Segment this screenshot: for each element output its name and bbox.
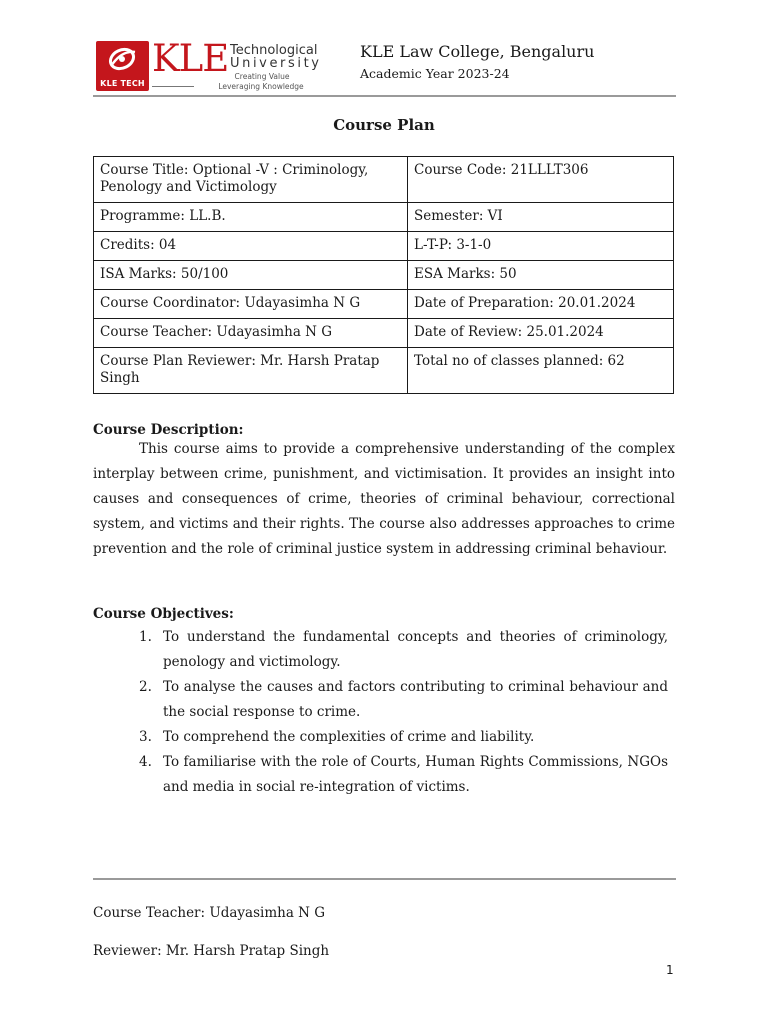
- course-info-table: [93, 156, 674, 394]
- description-heading: Course Description:: [93, 422, 244, 438]
- list-item: [93, 750, 668, 800]
- list-item: [93, 625, 668, 675]
- logo-divider: [152, 86, 194, 87]
- table-cell: L-T-P: 3-1-0: [408, 232, 674, 261]
- list-item: [93, 725, 668, 750]
- table-cell: Credits: 04: [94, 232, 408, 261]
- table-cell: Course Title: Optional -V : Criminology, Penology and Victimology: [94, 157, 408, 203]
- page-title: Course Plan: [333, 116, 435, 134]
- list-item-number: 2.: [139, 679, 152, 695]
- table-cell: ISA Marks: 50/100: [94, 261, 408, 290]
- table-cell: Total no of classes planned: 62: [408, 348, 674, 394]
- table-cell: Course Code: 21LLLT306: [408, 157, 674, 203]
- list-item-number: 4.: [139, 754, 152, 770]
- badge-text: KLE TECH: [100, 79, 145, 88]
- table-row: [94, 261, 674, 290]
- list-item-text: To familiarise with the role of Courts, Human Rights Commissions, NGOs and media in social re-integration of victims.: [163, 754, 668, 795]
- table-cell: Date of Preparation: 20.01.2024: [408, 290, 674, 319]
- footer-course-teacher: Course Teacher: Udayasimha N G: [93, 905, 326, 921]
- table-cell: Semester: VI: [408, 203, 674, 232]
- table-cell: Date of Review: 25.01.2024: [408, 319, 674, 348]
- table-cell: Course Teacher: Udayasimha N G: [94, 319, 408, 348]
- footer-divider: [93, 878, 676, 880]
- footer-reviewer: Reviewer: Mr. Harsh Pratap Singh: [93, 943, 330, 959]
- table-row: [94, 319, 674, 348]
- table-cell: Programme: LL.B.: [94, 203, 408, 232]
- logo-wordmark: KLE: [152, 37, 229, 80]
- description-body: This course aims to provide a comprehensive understanding of the complex interplay between crime, punishment, and victimisation. It provides an insight into causes and consequences of crime, theories of criminal behaviour, correctional system, and victims and their rights. The course also addresses approaches to crime prevention and the role of criminal justice system in addressing criminal behaviour.: [93, 441, 675, 557]
- table-row: [94, 203, 674, 232]
- header-divider: [93, 95, 676, 97]
- page-number: 1: [666, 963, 674, 977]
- table-row: [94, 290, 674, 319]
- kle-tech-badge: [96, 41, 149, 91]
- list-item-number: 1.: [139, 629, 152, 645]
- swirl-logo-icon: [105, 46, 139, 72]
- objectives-list: [93, 625, 668, 800]
- objectives-heading: Course Objectives:: [93, 606, 234, 622]
- list-item-number: 3.: [139, 729, 152, 745]
- logo-tagline-2: Leveraging Knowledge: [218, 82, 304, 91]
- college-name: KLE Law College, Bengaluru: [360, 42, 595, 61]
- list-item-text: To comprehend the complexities of crime and liability.: [163, 729, 535, 745]
- logo-tagline-1: Creating Value: [234, 72, 290, 81]
- table-cell: ESA Marks: 50: [408, 261, 674, 290]
- table-cell: Course Coordinator: Udayasimha N G: [94, 290, 408, 319]
- logo-line-2: University: [230, 56, 322, 71]
- list-item: [93, 675, 668, 725]
- university-logo: [96, 37, 322, 91]
- table-row: [94, 157, 674, 203]
- table-row: [94, 348, 674, 394]
- table-row: [94, 232, 674, 261]
- table-cell: Course Plan Reviewer: Mr. Harsh Pratap Singh: [94, 348, 408, 394]
- list-item-text: To analyse the causes and factors contributing to criminal behaviour and the social response to crime.: [163, 679, 668, 720]
- logo-line-1: Technological: [230, 43, 318, 58]
- academic-year: Academic Year 2023-24: [360, 66, 510, 81]
- list-item-text: To understand the fundamental concepts and theories of criminology, penology and victimology.: [163, 629, 668, 670]
